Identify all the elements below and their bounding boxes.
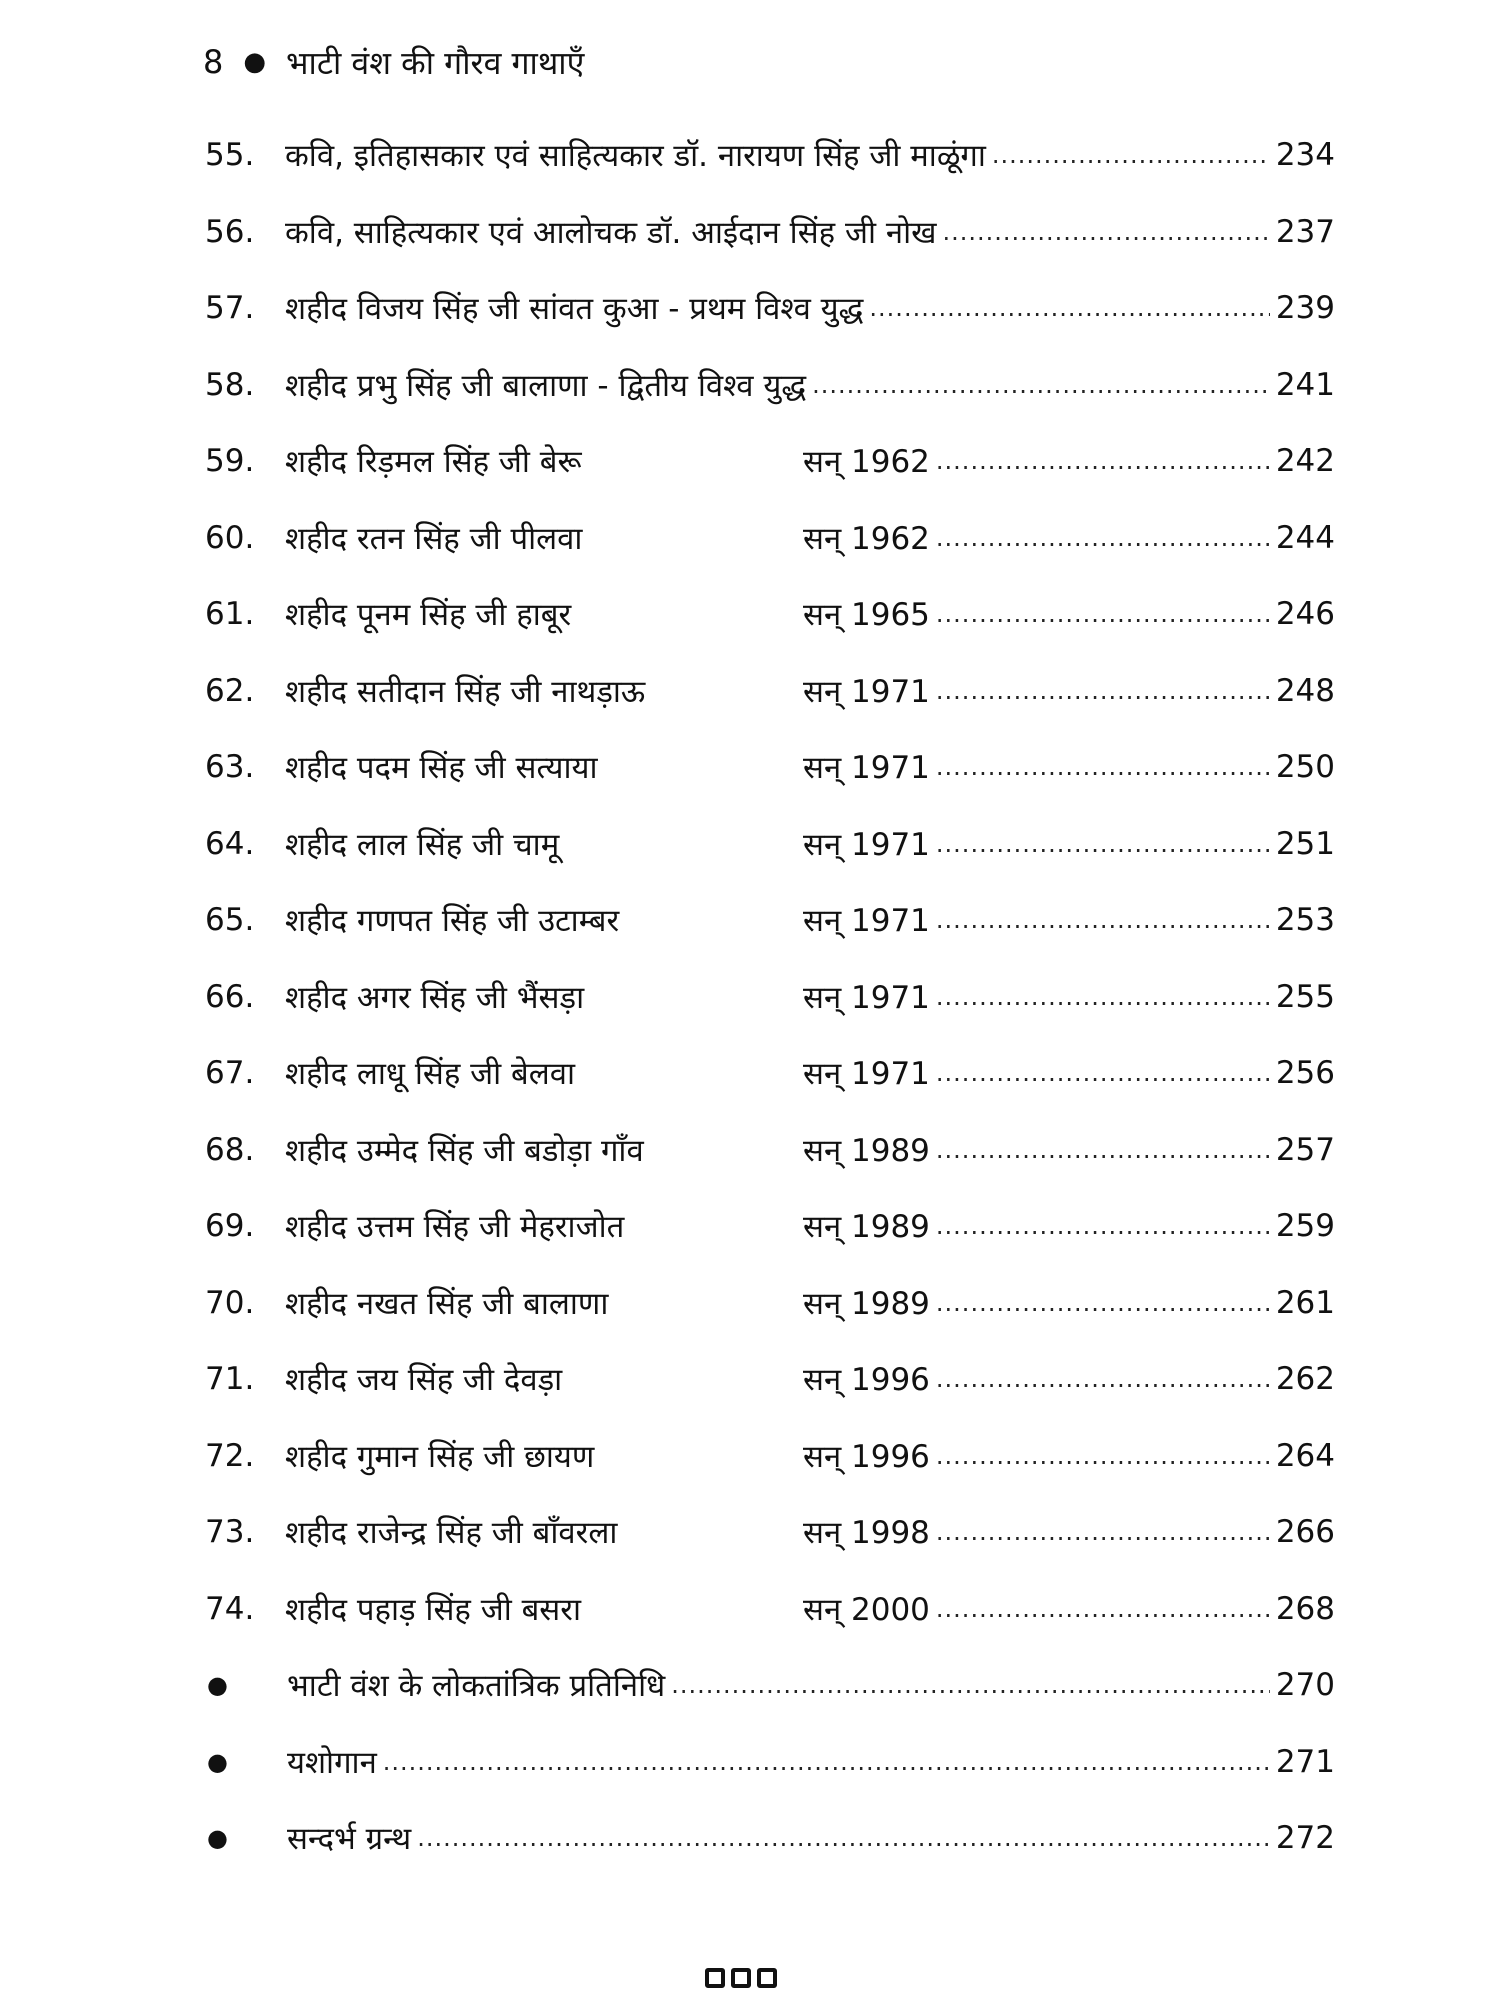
entry-title: शहीद गुमान सिंह जी छायण [285, 1438, 595, 1475]
entry-year: सन् 1971 [803, 750, 930, 786]
entry-year: सन् 1971 [803, 1056, 930, 1092]
bullet-icon: ● [207, 1824, 228, 1852]
entry-title: यशोगान [287, 1744, 377, 1781]
entry-number: 63. [205, 749, 255, 785]
entry-title: शहीद नखत सिंह जी बालाणा [285, 1285, 609, 1322]
entry-title: शहीद पूनम सिंह जी हाबूर [285, 597, 572, 633]
toc-entry [205, 973, 1335, 1021]
entry-page-number: 237 [1275, 213, 1335, 250]
dot-leader [936, 1591, 1270, 1627]
dot-leader [869, 290, 1269, 326]
entry-page-number: 248 [1275, 672, 1335, 709]
dot-leader [671, 1667, 1270, 1703]
end-square-icon [731, 1968, 751, 1988]
entry-page-number: 266 [1275, 1514, 1335, 1550]
dot-leader [383, 1744, 1270, 1780]
entry-number: 69. [205, 1208, 255, 1244]
toc-entry [205, 1126, 1335, 1174]
entry-number: 66. [205, 978, 255, 1015]
entry-title: शहीद पहाड़ सिंह जी बसरा [285, 1591, 581, 1628]
dot-leader [936, 1514, 1270, 1550]
entry-page-number: 244 [1275, 519, 1335, 556]
dot-leader [936, 1438, 1270, 1474]
dot-leader [936, 520, 1270, 556]
entry-number: 61. [205, 596, 255, 632]
dot-leader [936, 1361, 1270, 1397]
entry-page-number: 256 [1275, 1055, 1335, 1091]
entry-title: शहीद लाधू सिंह जी बेलवा [285, 1056, 576, 1092]
toc-entry [205, 1814, 1335, 1862]
toc-entry [205, 1355, 1335, 1403]
toc-entry [205, 1202, 1335, 1250]
toc-entry [205, 820, 1335, 868]
entry-number: 71. [205, 1361, 255, 1397]
entry-title: शहीद जय सिंह जी देवड़ा [285, 1362, 563, 1398]
dot-leader [936, 596, 1270, 632]
entry-number: 56. [205, 213, 255, 250]
entry-title: शहीद उम्मेद सिंह जी बडोड़ा गाँव [285, 1132, 644, 1169]
entry-number: 62. [205, 672, 255, 709]
entry-page-number: 270 [1275, 1667, 1335, 1703]
dot-leader [936, 902, 1270, 938]
toc-entry [205, 1585, 1335, 1633]
entry-year: सन् 1971 [803, 673, 930, 710]
dot-leader [936, 443, 1270, 479]
toc-entry [205, 1279, 1335, 1327]
entry-page-number: 272 [1275, 1820, 1335, 1856]
entry-page-number: 271 [1275, 1743, 1335, 1780]
toc-entry [205, 1738, 1335, 1786]
entry-year: सन् 1996 [803, 1362, 930, 1398]
entry-title: शहीद गणपत सिंह जी उटाम्बर [285, 903, 620, 939]
dot-leader [936, 1285, 1270, 1321]
dot-leader [417, 1820, 1270, 1856]
bullet-icon: ● [207, 1671, 228, 1699]
entry-year: सन् 1971 [803, 979, 930, 1016]
entry-year: सन् 1962 [803, 444, 930, 480]
entry-number: 55. [205, 137, 255, 173]
dot-leader [936, 749, 1270, 785]
dot-leader [942, 214, 1269, 250]
entry-number: 58. [205, 366, 255, 403]
running-header [203, 42, 584, 82]
entry-year: सन् 1989 [803, 1285, 930, 1322]
toc-entry [205, 1508, 1335, 1556]
entry-title: सन्दर्भ ग्रन्थ [287, 1821, 412, 1857]
entry-page-number: 241 [1275, 366, 1335, 403]
toc-entry [205, 743, 1335, 791]
entry-title: शहीद रतन सिंह जी पीलवा [285, 520, 583, 557]
entry-year: सन् 1971 [803, 826, 930, 863]
toc-entry [205, 437, 1335, 485]
header-bullet: ● [243, 47, 267, 77]
toc-entry [205, 1049, 1335, 1097]
entry-page-number: 262 [1275, 1361, 1335, 1397]
entry-page-number: 255 [1275, 978, 1335, 1015]
entry-title: कवि, साहित्यकार एवं आलोचक डॉ. आईदान सिंह जी नोख [285, 214, 937, 251]
entry-number: 68. [205, 1131, 255, 1168]
toc-entry [205, 590, 1335, 638]
entry-title: कवि, इतिहासकार एवं साहित्यकार डॉ. नारायण सिंह जी माळूंगा [285, 138, 986, 174]
dot-leader [992, 137, 1270, 173]
entry-page-number: 268 [1275, 1590, 1335, 1627]
entry-title: शहीद विजय सिंह जी सांवत कुआ - प्रथम विश्व युद्ध [285, 291, 864, 327]
entry-year: सन् 1989 [803, 1132, 930, 1169]
dot-leader [812, 367, 1270, 403]
end-square-icon [757, 1968, 777, 1988]
entry-number: 72. [205, 1437, 255, 1474]
entry-page-number: 242 [1275, 443, 1335, 479]
dot-leader [936, 826, 1270, 862]
entry-number: 57. [205, 290, 255, 326]
entry-year: सन् 2000 [803, 1591, 930, 1628]
toc-entry [205, 208, 1335, 256]
toc-entry [205, 131, 1335, 179]
entry-number: 73. [205, 1514, 255, 1550]
entry-title: शहीद राजेन्द्र सिंह जी बाँवरला [285, 1515, 618, 1551]
entry-page-number: 251 [1275, 825, 1335, 862]
entry-page-number: 234 [1275, 137, 1335, 173]
entry-page-number: 253 [1275, 902, 1335, 938]
entry-number: 67. [205, 1055, 255, 1091]
entry-number: 70. [205, 1284, 255, 1321]
book-title: भाटी वंश की गौरव गाथाएँ [286, 43, 585, 82]
toc-entry [205, 284, 1335, 332]
toc-entry [205, 896, 1335, 944]
end-of-section-mark [705, 1968, 777, 1988]
entry-title: शहीद उत्तम सिंह जी मेहराजोत [285, 1209, 625, 1245]
entry-title: भाटी वंश के लोकतांत्रिक प्रतिनिधि [287, 1668, 666, 1704]
dot-leader [936, 979, 1270, 1015]
entry-number: 60. [205, 519, 255, 556]
toc-entry [205, 514, 1335, 562]
entry-number: 74. [205, 1590, 255, 1627]
entry-title: शहीद पदम सिंह जी सत्याया [285, 750, 598, 786]
dot-leader [936, 1132, 1270, 1168]
entry-year: सन् 1996 [803, 1438, 930, 1475]
entry-number: 65. [205, 902, 255, 938]
dot-leader [936, 1055, 1270, 1091]
page-number: 8 [203, 43, 224, 81]
toc-entry [205, 361, 1335, 409]
entry-title: शहीद अगर सिंह जी भैंसड़ा [285, 979, 585, 1016]
entry-page-number: 264 [1275, 1437, 1335, 1474]
entry-year: सन् 1962 [803, 520, 930, 557]
entry-page-number: 250 [1275, 749, 1335, 785]
entry-title: शहीद सतीदान सिंह जी नाथड़ाऊ [285, 673, 646, 710]
bullet-icon: ● [207, 1747, 228, 1776]
entry-year: सन् 1965 [803, 597, 930, 633]
entry-page-number: 261 [1275, 1284, 1335, 1321]
entry-year: सन् 1998 [803, 1515, 930, 1551]
entry-number: 59. [205, 443, 255, 479]
entry-page-number: 239 [1275, 290, 1335, 326]
entry-title: शहीद रिड़मल सिंह जी बेरू [285, 444, 582, 480]
toc-entry [205, 1661, 1335, 1709]
dot-leader [936, 673, 1270, 709]
toc-entry [205, 1432, 1335, 1480]
entry-page-number: 257 [1275, 1131, 1335, 1168]
dot-leader [936, 1208, 1270, 1244]
entry-year: सन् 1971 [803, 903, 930, 939]
entry-title: शहीद प्रभु सिंह जी बालाणा - द्वितीय विश्व युद्ध [285, 367, 807, 404]
entry-page-number: 259 [1275, 1208, 1335, 1244]
entry-page-number: 246 [1275, 596, 1335, 632]
toc-entry [205, 667, 1335, 715]
entry-number: 64. [205, 825, 255, 862]
entry-title: शहीद लाल सिंह जी चामू [285, 826, 560, 863]
end-square-icon [705, 1968, 725, 1988]
entry-year: सन् 1989 [803, 1209, 930, 1245]
